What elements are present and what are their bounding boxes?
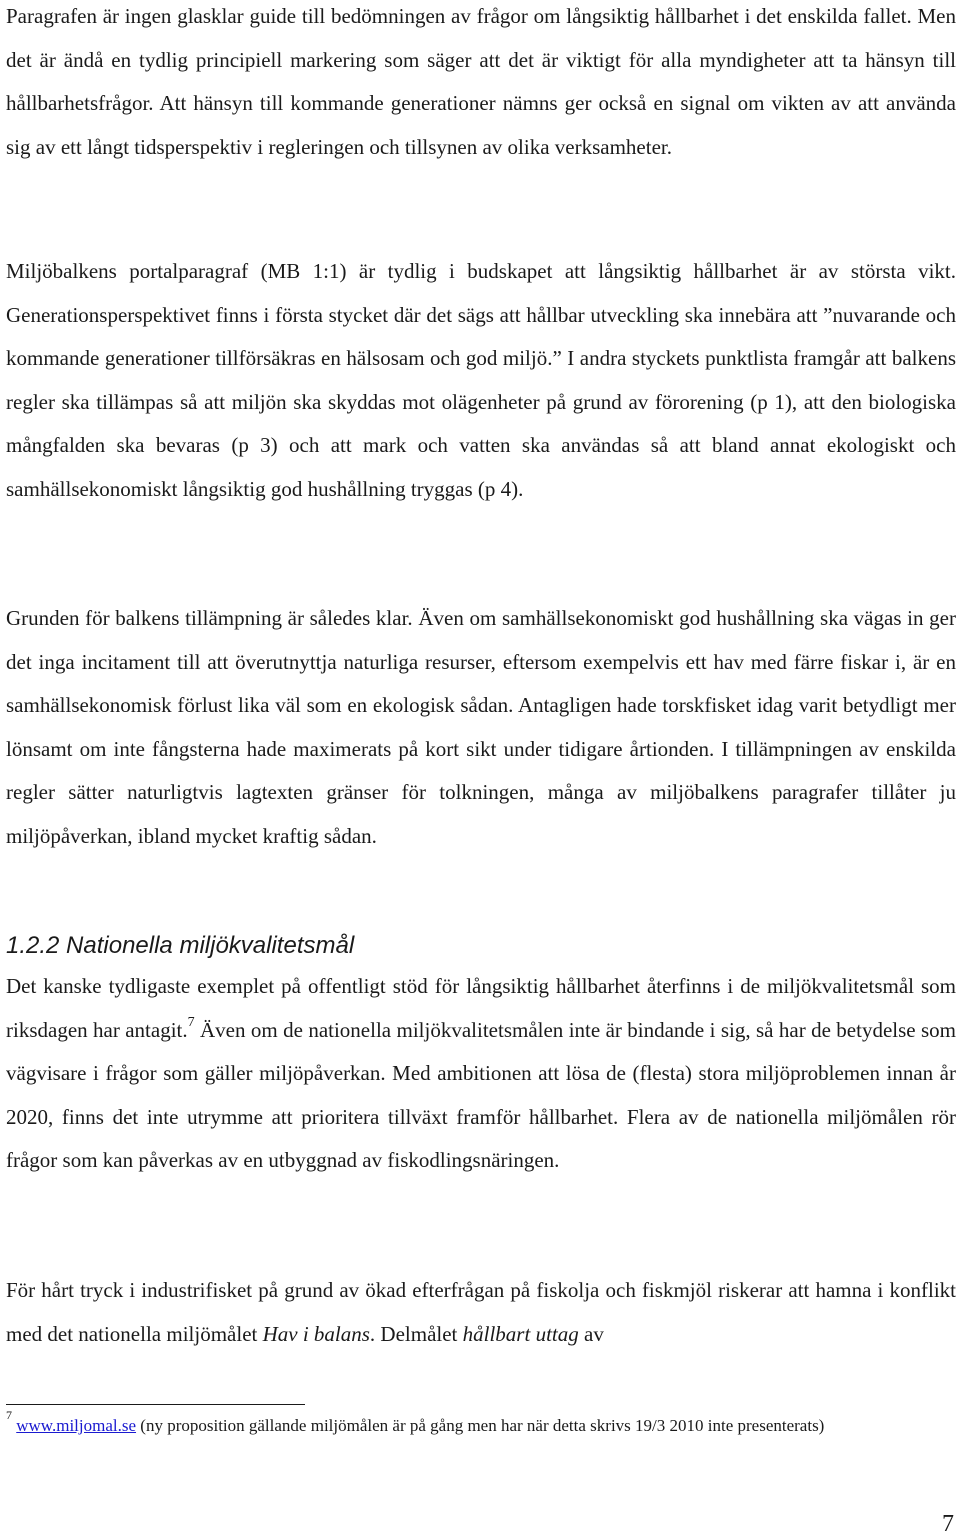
- paragraph-4-text-b: Även om de nationella miljökvalitetsmålen inte är bindande i sig, så har de betydelse som vägvisare i frågor som gäller miljöpåverkan. Med ambitionen att lösa de (flesta) stora miljöproblemen innan år 2020, finns det inte utrymme att prioritera tillväxt framför hållbarhet. Flera av de nationella miljömålen rör frågor som kan påverkas av en utbyggnad av fiskodlingsnäringen.: [6, 1017, 956, 1172]
- paragraph-5-text-b: . Delmålet: [369, 1321, 463, 1346]
- paragraph-5-text-a: För hårt tryck i industrifisket på grund av ökad efterfrågan på fiskolja och fiskmjöl riskerar att hamna i konflikt med det nationella miljömålet: [6, 1278, 956, 1346]
- paragraph-3: Grunden för balkens tillämpning är således klar. Även om samhällsekonomiskt god hushållning ska vägas in ger det inga incitament till att överutnyttja naturliga resurser, eftersom exempelvis ett hav med färre fiskar i, är en samhällsekonomisk förlust lika väl som en ekologisk sådan. Antagligen hade torskfisket idag varit betydligt mer lönsamt om inte fångsterna hade maximerats på kort sikt under tidigare årtionden. I tillämpningen av enskilda regler sätter naturligtvis lagtexten gränser för tolkningen, många av miljöbalkens paragrafer tillåter ju miljöpåverkan, ibland mycket kraftig sådan.: [6, 606, 956, 848]
- footnote-reference: 7: [187, 1014, 195, 1030]
- section-heading: 1.2.2 Nationella miljökvalitetsmål: [6, 932, 355, 959]
- paragraph-4: [6, 965, 956, 1183]
- paragraph-1: Paragrafen är ingen glasklar guide till bedömningen av frågor om långsiktig hållbarhet i det enskilda fallet. Men det är ändå en tydlig principiell markering som säger att det är viktigt för alla myndigheter att ta hänsyn till hållbarhetsfrågor. Att hänsyn till kommande generationer nämns ger också en signal om vikten av att använda sig av ett långt tidsperspektiv i regleringen och tillsynen av olika verksamheter.: [6, 4, 956, 159]
- paragraph-4-text-a: Det kanske tydligaste exemplet på offentligt stöd för långsiktig hållbarhet återfinns i de miljökvalitetsmål som riksdagen har antagit.: [6, 974, 956, 1042]
- subgoal-name: hållbart uttag: [462, 1321, 579, 1346]
- paragraph-2: Miljöbalkens portalparagraf (MB 1:1) är tydlig i budskapet att långsiktig hållbarhet är av största vikt. Generationsperspektivet finns i första stycket där det sägs att hållbar utveckling ska innebära att ”nuvarande och kommande generationer tillförsäkras en hälsosam och god miljö.” I andra styckets punktlista framgår att balkens regler ska tillämpas så att miljön ska skyddas mot olägenheter på grund av förorening (p 1), att den biologiska mångfalden ska bevaras (p 3) och att mark och vatten ska användas så att bland annat ekologiskt och samhällsekonomiskt långsiktig god hushållning tryggas (p 4).: [6, 259, 956, 501]
- goal-name-hav-i-balans: Hav i balans: [262, 1321, 370, 1346]
- footnote-text: (ny proposition gällande miljömålen är på gång men har när detta skrivs 19/3 2010 inte presenterats): [136, 1416, 825, 1435]
- footnote: [6, 1408, 956, 1438]
- paragraph-5: [6, 1269, 956, 1356]
- footnote-number: 7: [6, 1408, 12, 1423]
- paragraph-5-text-c: av: [578, 1321, 604, 1346]
- footnote-separator: [6, 1404, 305, 1405]
- footnote-link[interactable]: www.miljomal.se: [16, 1416, 137, 1435]
- page-number: 7: [942, 1511, 954, 1537]
